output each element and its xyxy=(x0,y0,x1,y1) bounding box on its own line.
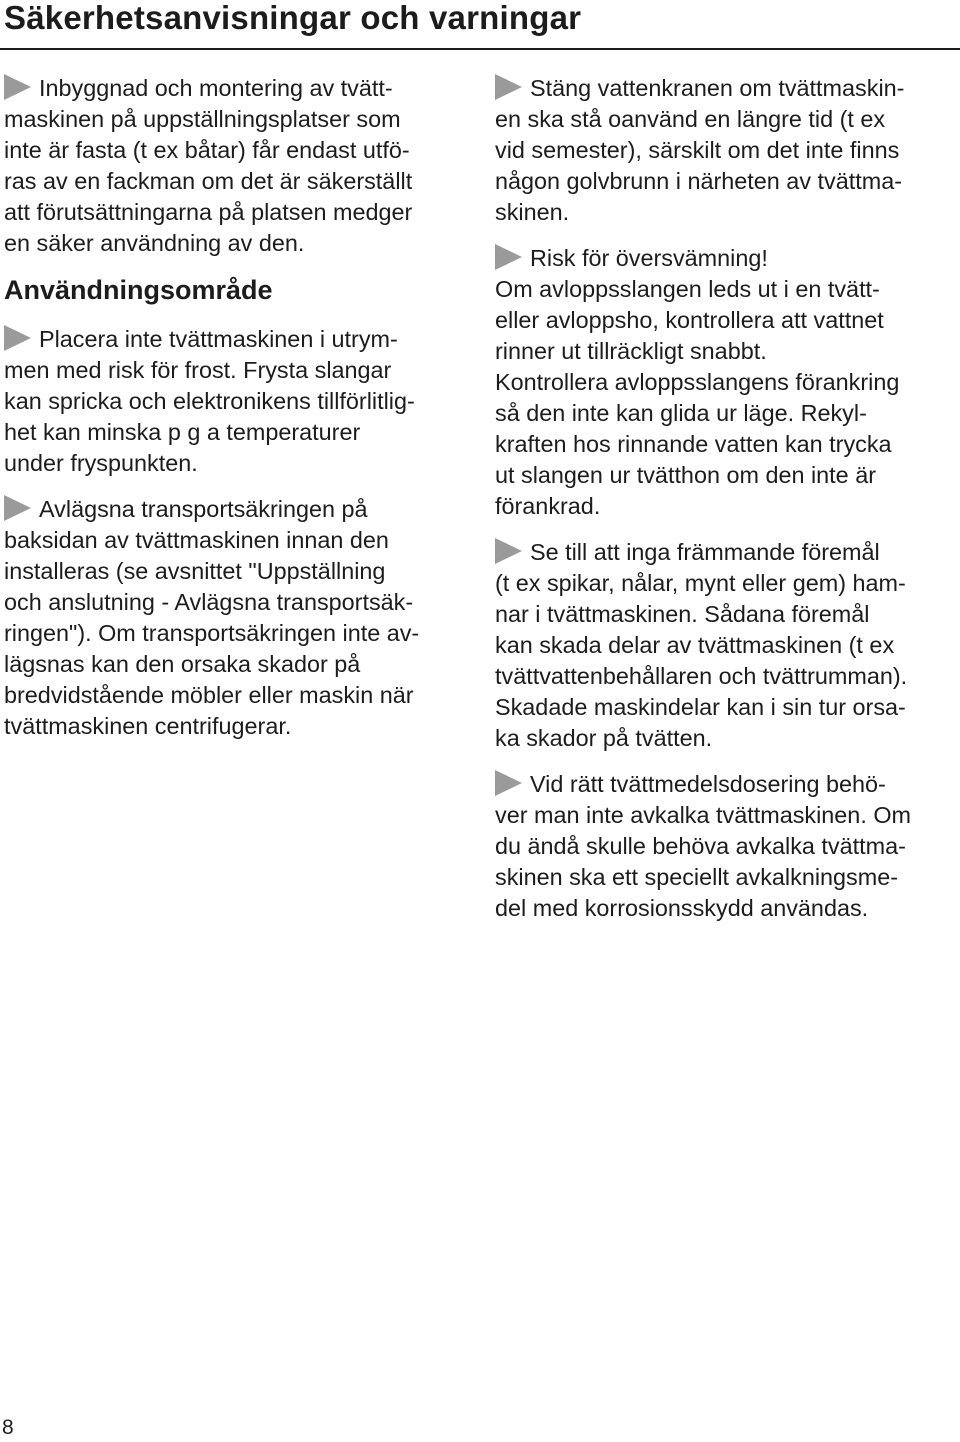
page-number: 8 xyxy=(2,1416,14,1439)
text-line: ringen"). Om transportsäkringen inte av- xyxy=(4,620,420,646)
arrow-icon xyxy=(495,244,522,270)
text-line: skinen ska ett speciellt avkalkningsme- xyxy=(495,864,899,890)
frost-warning xyxy=(4,324,466,479)
text-line: en säker användning av den. xyxy=(4,230,305,256)
text-line: vid semester), särskilt om det inte finns xyxy=(495,137,900,163)
text-line: bredvidstående möbler eller maskin när xyxy=(4,682,414,708)
text-line: någon golvbrunn i närheten av tvättma- xyxy=(495,168,902,194)
text-line: så den inte kan glida ur läge. Rekyl- xyxy=(495,400,867,426)
text-line: del med korrosionsskydd användas. xyxy=(495,895,869,921)
transport-lock-warning xyxy=(4,494,466,742)
text-line: installeras (se avsnittet "Uppställning xyxy=(4,558,386,584)
text-line: ver man inte avkalka tvättmaskinen. Om xyxy=(495,802,911,828)
descaling-note xyxy=(495,769,957,924)
text-line: Vid rätt tvättmedelsdosering behö- xyxy=(495,769,957,800)
arrow-icon xyxy=(495,538,522,564)
arrow-icon xyxy=(4,325,31,351)
text-line: Stäng vattenkranen om tvättmaskin- xyxy=(495,73,957,104)
arrow-icon xyxy=(4,74,31,100)
section-heading: Användningsområde xyxy=(4,275,273,305)
text-line: Placera inte tvättmaskinen i utrym- xyxy=(4,324,466,355)
left-column xyxy=(4,73,466,757)
arrow-icon xyxy=(495,74,522,100)
right-column xyxy=(495,73,957,939)
installation-warning xyxy=(4,73,466,259)
text-line: kraften hos rinnande vatten kan trycka xyxy=(495,431,892,457)
text-line: baksidan av tvättmaskinen innan den xyxy=(4,527,389,553)
text-line: Inbyggnad och montering av tvätt- xyxy=(4,73,466,104)
text-line: och anslutning - Avlägsna transportsäk- xyxy=(4,589,414,615)
text-line: ras av en fackman om det är säkerställt xyxy=(4,168,413,194)
text-line: ka skador på tvätten. xyxy=(495,725,713,751)
text-line: men med risk för frost. Frysta slangar xyxy=(4,357,392,383)
water-tap-warning xyxy=(495,73,957,228)
text-line: att förutsättningarna på platsen medger xyxy=(4,199,413,225)
text-line: ut slangen ur tvätthon om den inte är xyxy=(495,462,876,488)
text-line: en ska stå oanvänd en längre tid (t ex xyxy=(495,106,886,132)
text-line: du ändå skulle behöva avkalka tvättma- xyxy=(495,833,906,859)
text-line: inte är fasta (t ex båtar) får endast utfö- xyxy=(4,137,410,163)
arrow-icon xyxy=(495,770,522,796)
text-line: het kan minska p g a temperaturer xyxy=(4,419,361,445)
page-title: Säkerhetsanvisningar och varningar xyxy=(4,0,582,36)
text-line: maskinen på uppställningsplatser som xyxy=(4,106,401,132)
text-line: Avlägsna transportsäkringen på xyxy=(4,494,466,525)
text-line: Se till att inga främmande föremål xyxy=(495,537,957,568)
text-line: nar i tvättmaskinen. Sådana föremål xyxy=(495,601,870,627)
text-line: kan spricka och elektronikens tillförlitlig- xyxy=(4,388,415,414)
text-line: (t ex spikar, nålar, mynt eller gem) ham- xyxy=(495,570,906,596)
text-line: skinen. xyxy=(495,199,570,225)
title-divider xyxy=(0,48,960,50)
text-line: tvättmaskinen centrifugerar. xyxy=(4,713,292,739)
text-line: Om avloppsslangen leds ut i en tvätt- xyxy=(495,276,880,302)
text-line: kan skada delar av tvättmaskinen (t ex xyxy=(495,632,895,658)
text-line: Kontrollera avloppsslangens förankring xyxy=(495,369,900,395)
text-line: förankrad. xyxy=(495,493,601,519)
text-line: lägsnas kan den orsaka skador på xyxy=(4,651,361,677)
text-line: Skadade maskindelar kan i sin tur orsa- xyxy=(495,694,906,720)
text-line: Risk för översvämning! xyxy=(495,243,957,274)
flood-warning xyxy=(495,243,957,522)
text-line: rinner ut tillräckligt snabbt. xyxy=(495,338,767,364)
text-line: under fryspunkten. xyxy=(4,450,198,476)
foreign-objects-warning xyxy=(495,537,957,754)
arrow-icon xyxy=(4,495,31,521)
text-line: tvättvattenbehållaren och tvättrumman). xyxy=(495,663,908,689)
text-line: eller avloppsho, kontrollera att vattnet xyxy=(495,307,884,333)
